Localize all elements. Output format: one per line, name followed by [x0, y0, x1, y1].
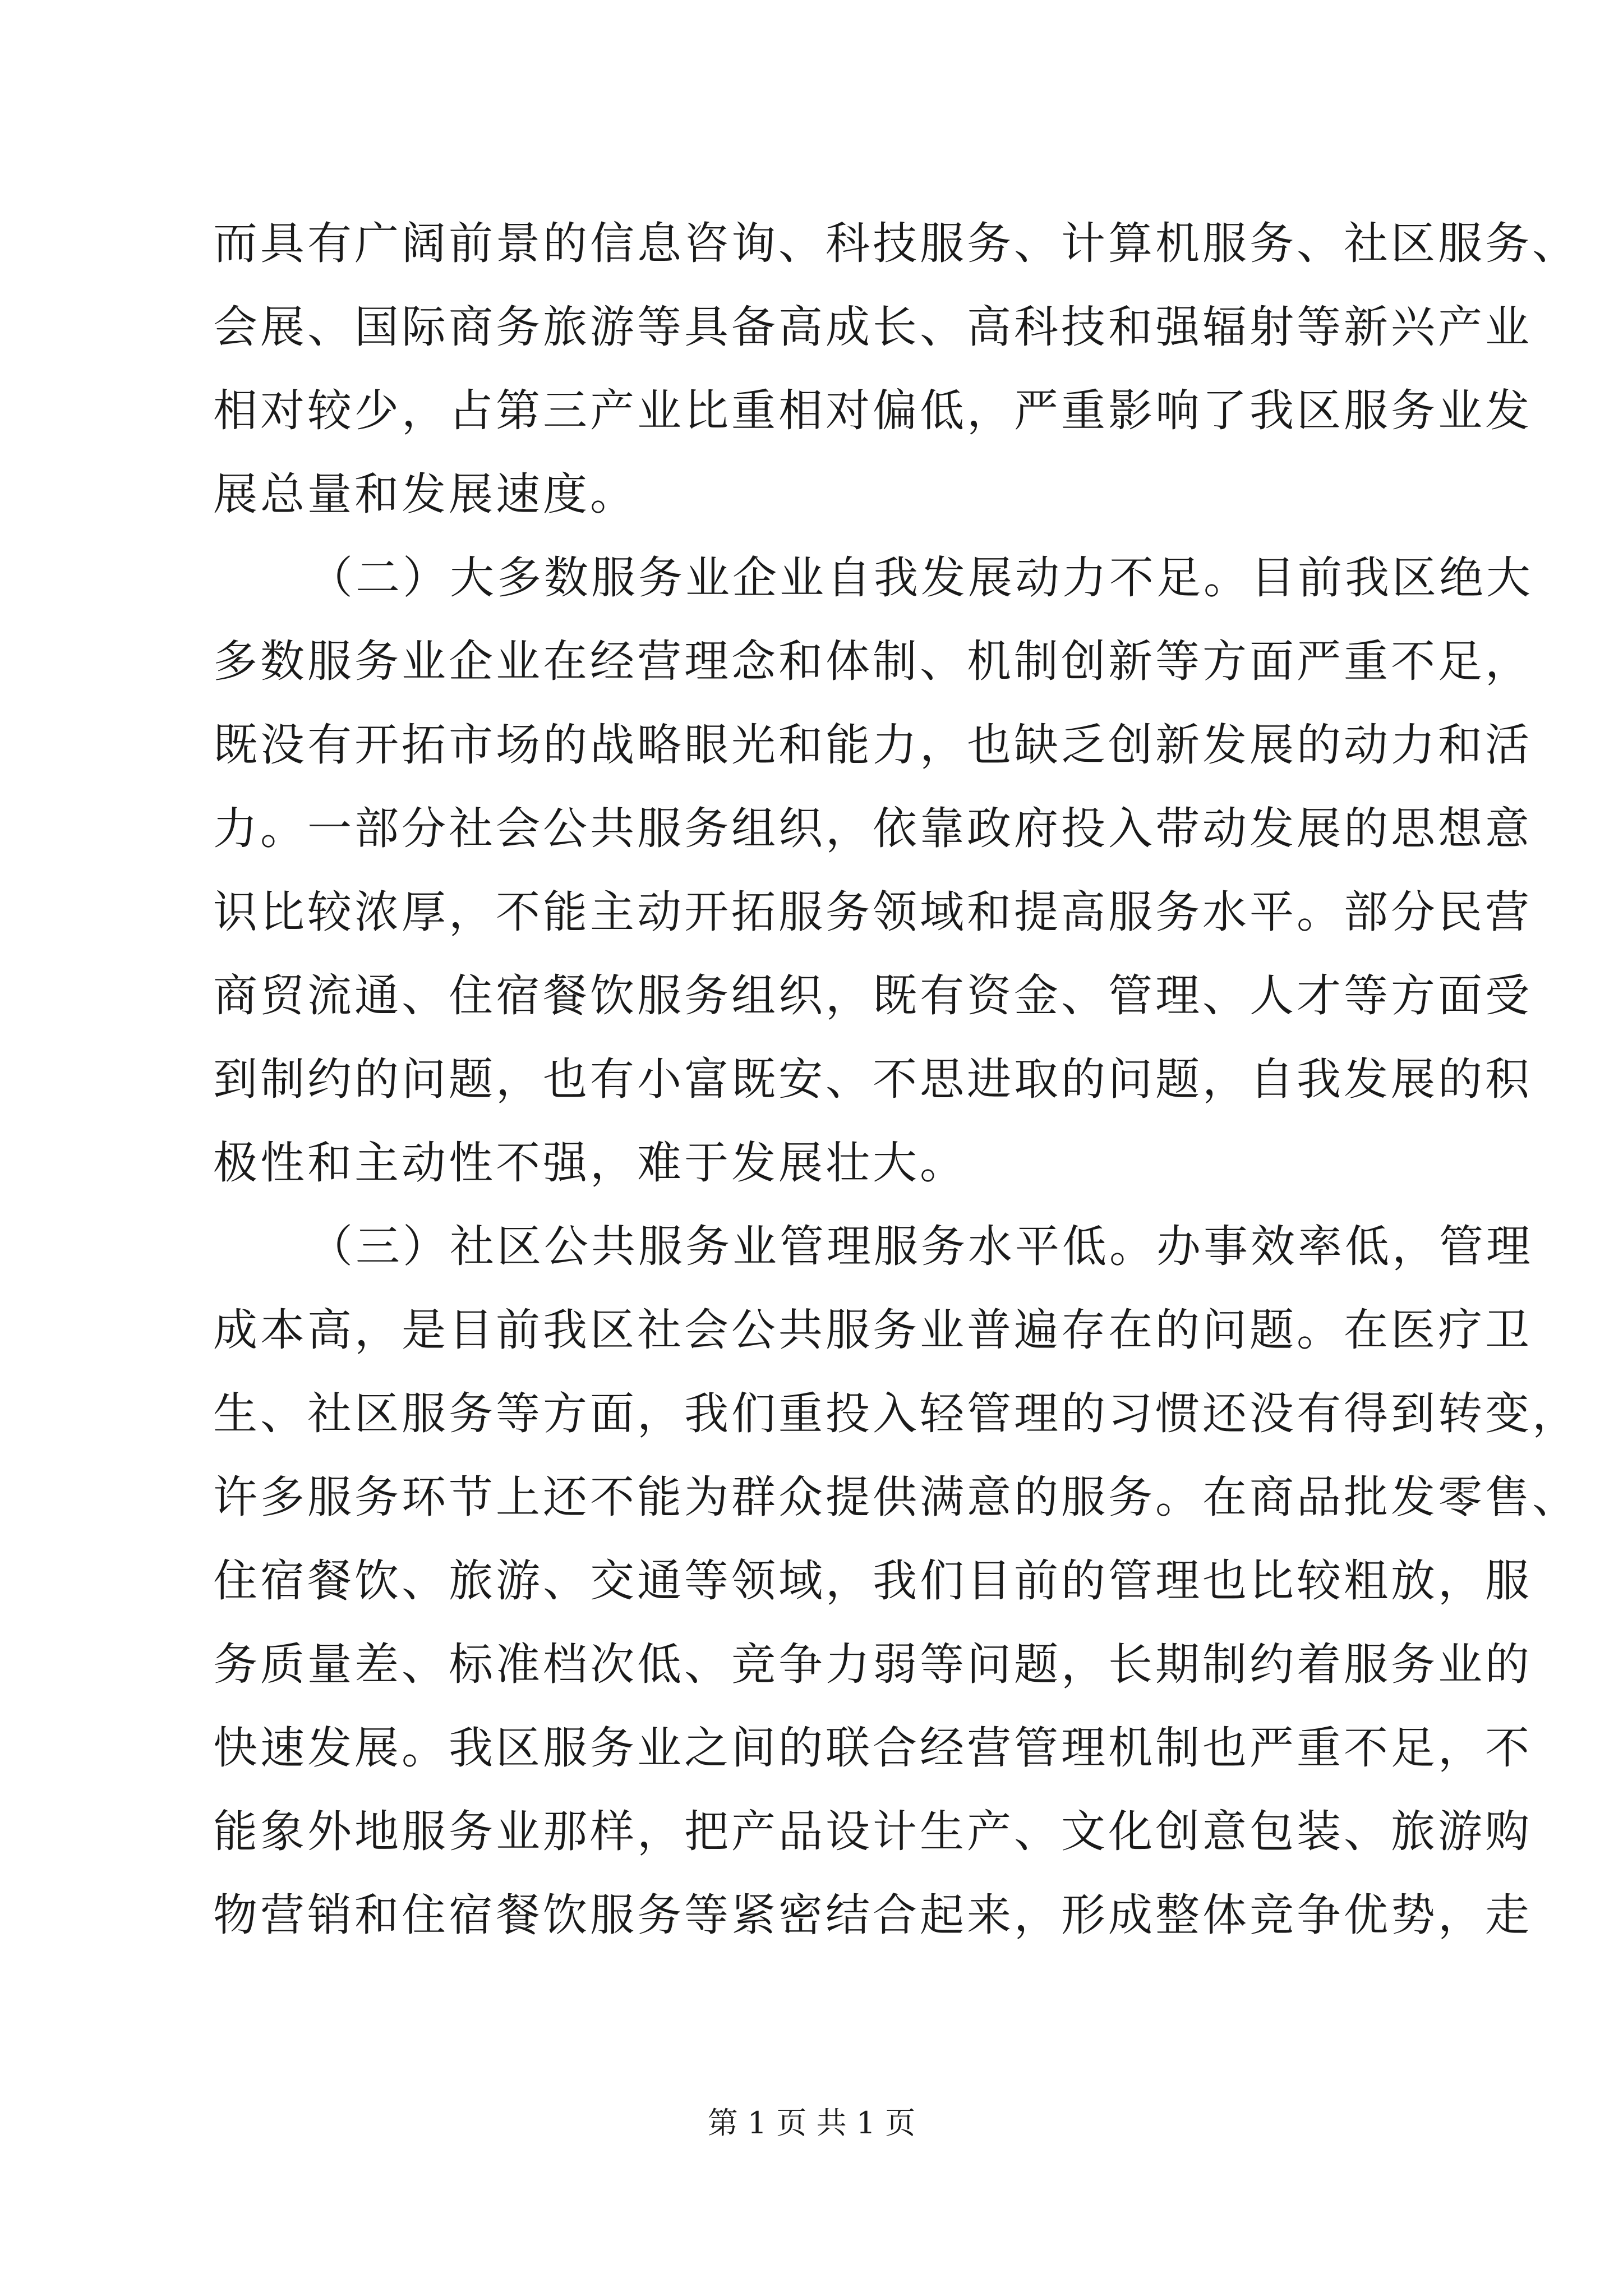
text-line: 多数服务业企业在经营理念和体制、机制创新等方面严重不足， — [213, 636, 1532, 687]
text-line: 会展、国际商务旅游等具备高成长、高科技和强辐射等新兴产业 — [213, 301, 1532, 353]
text-line: 生、社区服务等方面，我们重投入轻管理的习惯还没有得到转变， — [213, 1388, 1579, 1439]
text-line: 能象外地服务业那样，把产品设计生产、文化创意包装、旅游购 — [213, 1806, 1532, 1857]
text-line: 而具有广阔前景的信息咨询、科技服务、计算机服务、社区服务、 — [213, 218, 1579, 269]
text-line: 到制约的问题，也有小富既安、不思进取的问题，自我发展的积 — [213, 1053, 1532, 1105]
text-line: 力。一部分社会公共服务组织，依靠政府投入带动发展的思想意 — [213, 803, 1532, 854]
text-line: 既没有开拓市场的战略眼光和能力，也缺乏创新发展的动力和活 — [213, 719, 1532, 771]
text-line: 商贸流通、住宿餐饮服务组织，既有资金、管理、人才等方面受 — [213, 970, 1532, 1022]
text-line: 相对较少，占第三产业比重相对偏低，严重影响了我区服务业发 — [213, 385, 1532, 436]
text-line: 极性和主动性不强，难于发展壮大。 — [213, 1137, 967, 1189]
text-line: 住宿餐饮、旅游、交通等领域，我们目前的管理也比较粗放，服 — [213, 1555, 1532, 1607]
text-line: 快速发展。我区服务业之间的联合经营管理机制也严重不足，不 — [213, 1722, 1532, 1774]
paragraph-heading-2: （二）大多数服务业企业自我发展动力不足。目前我区绝大 — [308, 552, 1533, 604]
text-line: 识比较浓厚，不能主动开拓服务领域和提高服务水平。部分民营 — [213, 886, 1532, 938]
document-body — [213, 202, 1579, 1957]
text-line: 展总量和发展速度。 — [213, 468, 637, 520]
paragraph-heading-3: （三）社区公共服务业管理服务水平低。办事效率低，管理 — [308, 1221, 1533, 1272]
text-line: 务质量差、标准档次低、竞争力弱等问题，长期制约着服务业的 — [213, 1639, 1532, 1690]
text-line: 许多服务环节上还不能为群众提供满意的服务。在商品批发零售、 — [213, 1471, 1579, 1523]
page-number-footer: 第 1 页 共 1 页 — [707, 2105, 916, 2141]
text-line: 成本高，是目前我区社会公共服务业普遍存在的问题。在医疗卫 — [213, 1304, 1532, 1356]
text-line: 物营销和住宿餐饮服务等紧密结合起来，形成整体竞争优势，走 — [213, 1889, 1532, 1941]
